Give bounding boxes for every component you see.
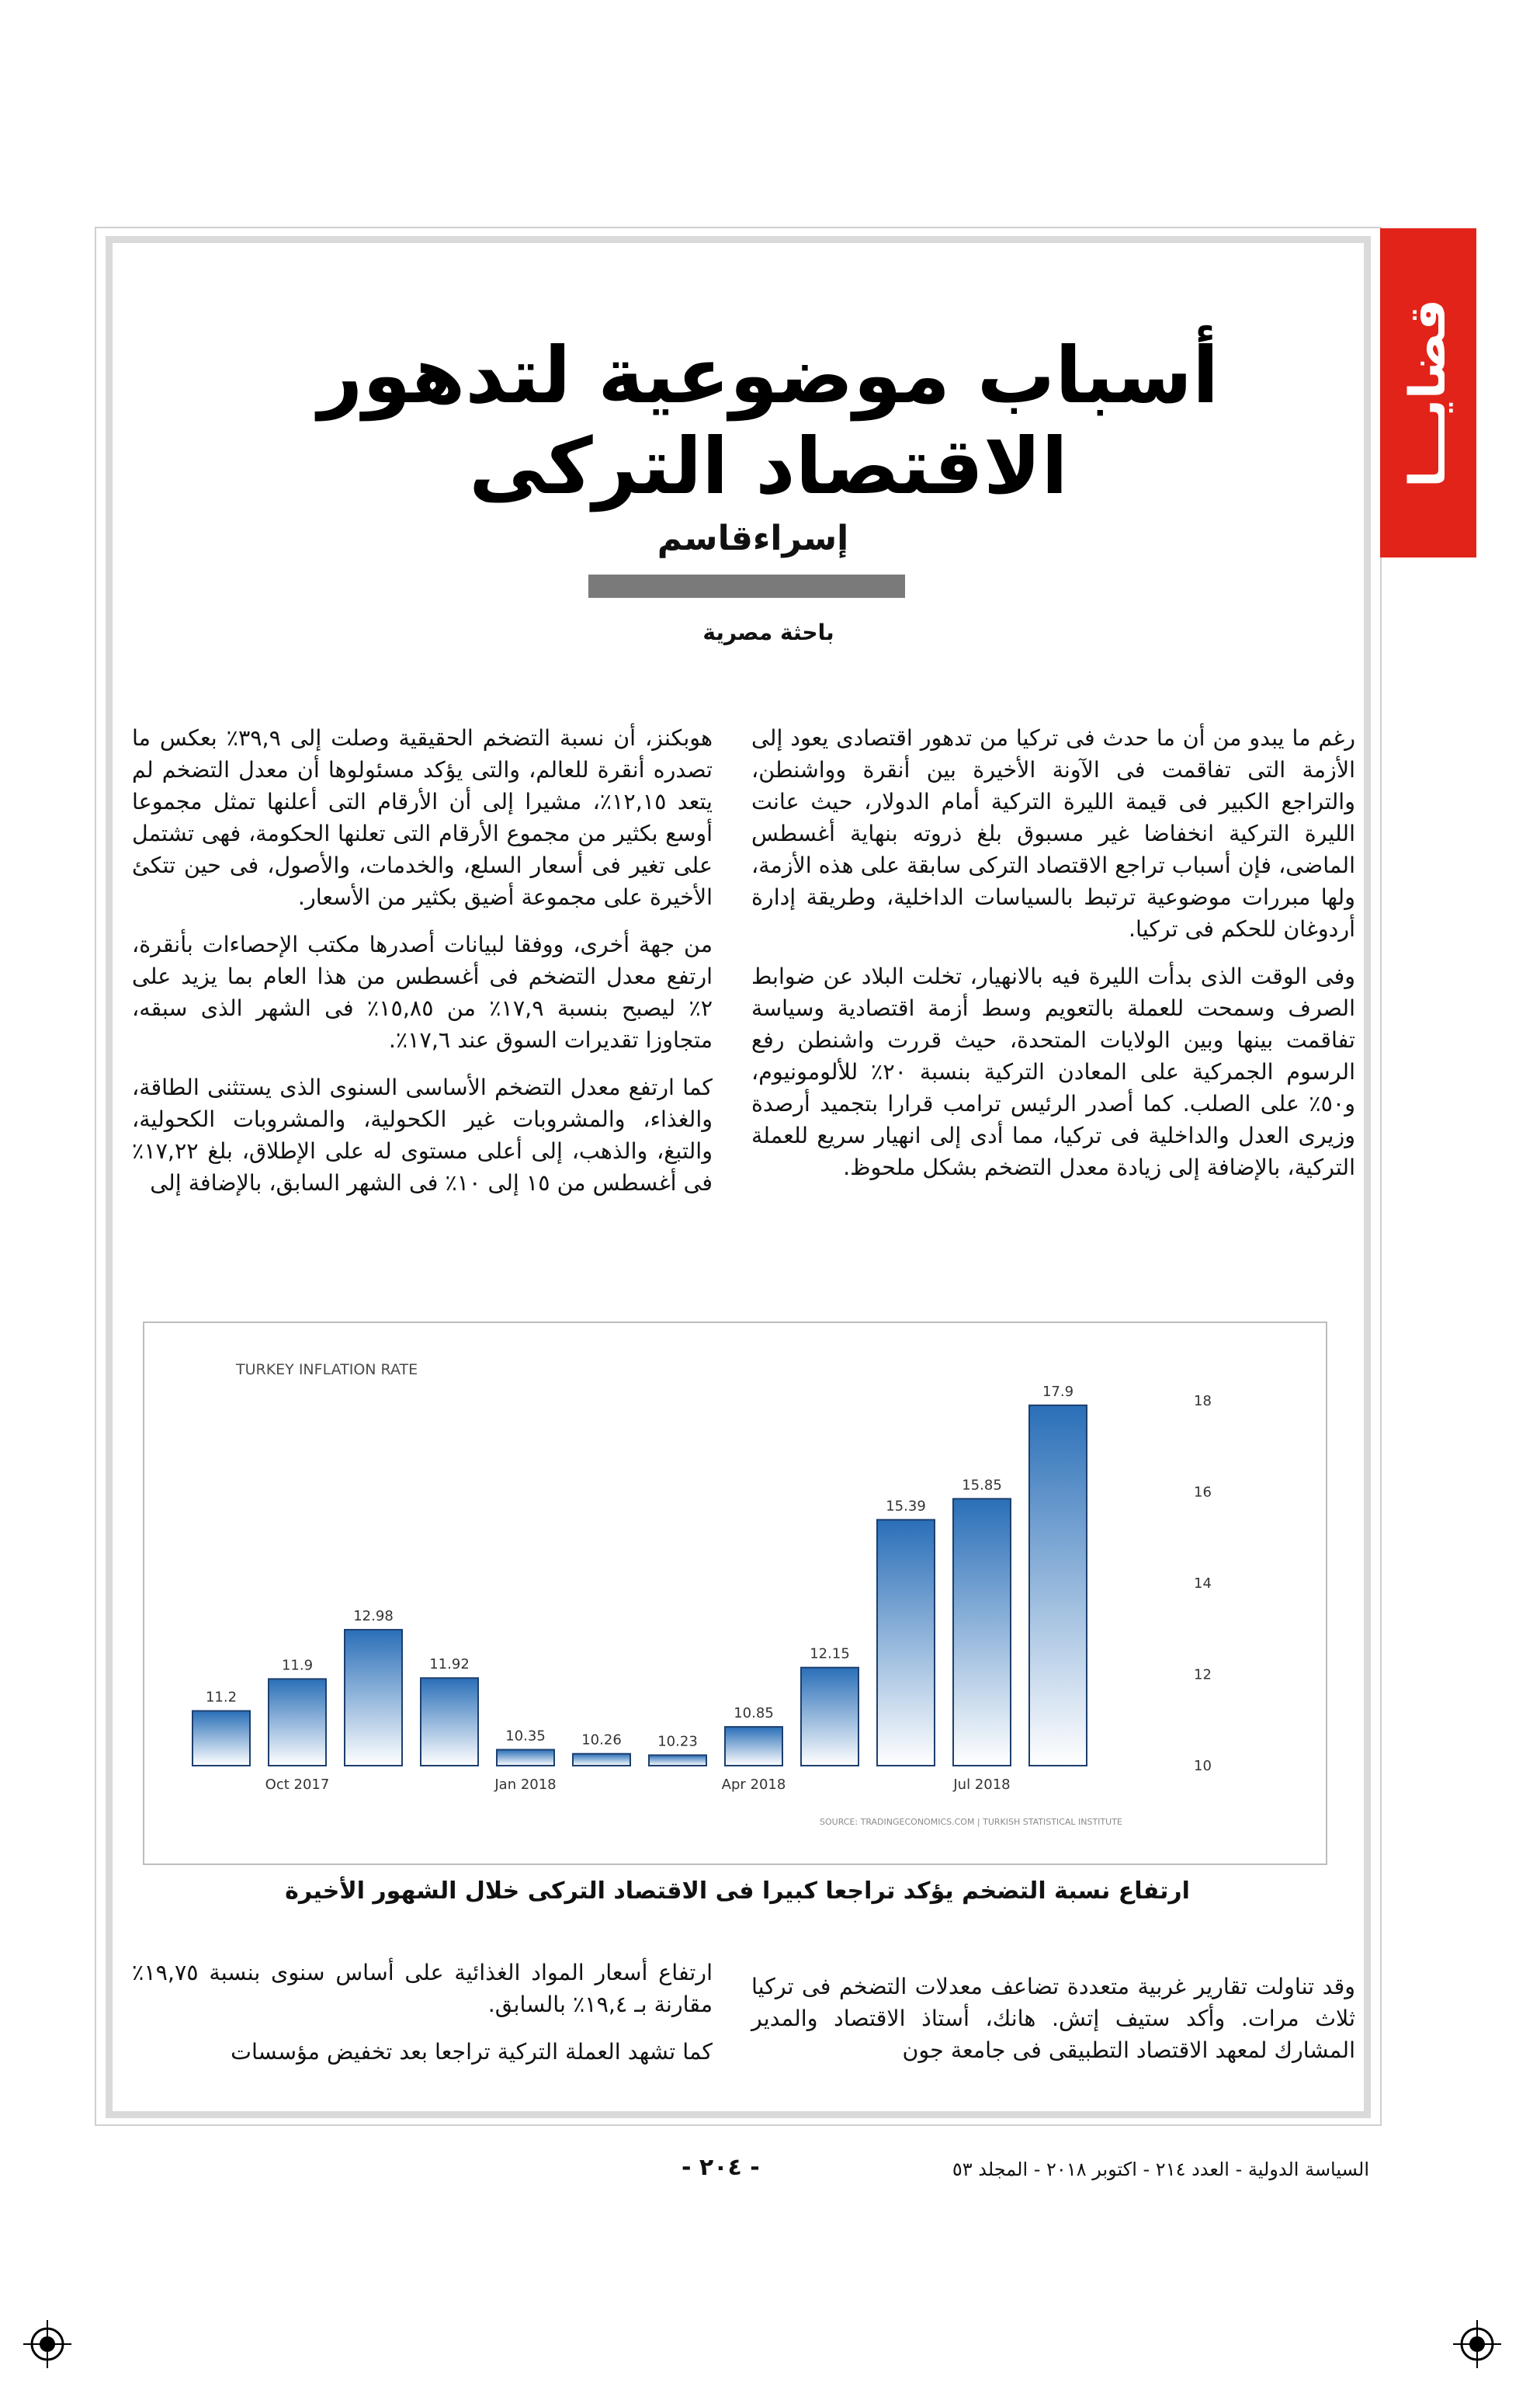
bar-jun-2018 (953, 1499, 1011, 1766)
column-left-bottom (132, 1957, 713, 2083)
bar-mar-2018 (725, 1727, 782, 1766)
inflation-chart (143, 1322, 1327, 1865)
article-author: إسراءقاسم (657, 519, 849, 558)
column-right-bottom (751, 1971, 1355, 2082)
registration-mark-icon (1453, 2320, 1501, 2368)
x-tick-label: Apr 2018 (721, 1777, 786, 1793)
chart-svg (144, 1323, 1326, 1863)
bar-data-label: 10.26 (581, 1731, 622, 1749)
bar-data-label: 15.39 (886, 1498, 926, 1515)
x-axis-ticks (265, 1777, 1011, 1793)
bars-layer (192, 1405, 1087, 1766)
paragraph: كما تشهد العملة التركية تراجعا بعد تخفيض مؤسسات (231, 2039, 713, 2065)
registration-mark-icon (23, 2320, 71, 2368)
bar-data-label: 11.9 (281, 1657, 314, 1674)
bar-data-label: 10.85 (734, 1705, 774, 1722)
y-tick-label: 10 (1194, 1758, 1212, 1774)
bar-data-label: 11.92 (429, 1656, 470, 1673)
paragraph: من جهة أخرى، ووفقا لبيانات أصدرها مكتب الإحصاءات بأنقرة، ارتفع معدل التضخم فى أغسطس من هذا العام بما يزيد على ٢٪ ليصبح بنسبة ١٧,٩٪ من ١٥,٨٥٪ فى الشهر الذى سبقه، متجاوزا تقديرات السوق عند ١٧,٦٪. (132, 932, 713, 1053)
author-divider (588, 575, 905, 598)
column-right-top (751, 722, 1355, 1199)
y-tick-label: 16 (1194, 1484, 1212, 1501)
y-tick-label: 12 (1194, 1666, 1212, 1683)
bar-may-2018 (877, 1520, 935, 1766)
page-number: - ٢٠٤ - (682, 2154, 760, 2181)
bar-data-label: 10.35 (505, 1728, 546, 1745)
x-tick-label: Oct 2017 (265, 1777, 330, 1793)
x-tick-label: Jan 2018 (494, 1777, 557, 1793)
x-tick-label: Jul 2018 (953, 1777, 1011, 1793)
footer-journal-info: السياسة الدولية - العدد ٢١٤ - اكتوبر ٢٠١٨ - المجلد ٥٣ (952, 2159, 1369, 2180)
author-role: باحثة مصرية (702, 620, 834, 645)
chart-title: TURKEY INFLATION RATE (236, 1361, 418, 1378)
column-left-top (132, 722, 713, 1214)
y-tick-label: 18 (1194, 1393, 1212, 1409)
paragraph: رغم ما يبدو من أن ما حدث فى تركيا من تدهور اقتصادى يعود إلى الأزمة التى تفاقمت فى الآونة الأخيرة بين أنقرة وواشنطن، والتراجع الكبير فى قيمة الليرة التركية أمام الدولار، حيث عانت الليرة التركية انخفاضا غير مسبوق بلغ ذروته بنهاية أغسطس الماضى، فإن أسباب تراجع الاقتصاد التركى سابقة على هذه الأزمة، ولها مبررات موضوعية ترتبط بالسياسات الداخلية، وطريقة إدارة أردوغان للحكم فى تركيا. (751, 725, 1355, 942)
paragraph: وفى الوقت الذى بدأت الليرة فيه بالانهيار، تخلت البلاد عن ضوابط الصرف وسمحت للعملة بالتعويم وسط أزمة اقتصادية وسياسة تفاقمت بينها وبين الولايات المتحدة، حيث قررت واشنطن رفع الرسوم الجمركية على المعادن التركية بنسبة ٢٠٪ للألومونيوم، و٥٠٪ على الصلب. كما أصدر الرئيس ترامب قرارا بتجميد أرصدة وزيرى العدل والداخلية فى تركيا، مما أدى إلى انهيار سريع للعملة التركية، بالإضافة إلى زيادة معدل التضخم بشكل ملحوظ. (751, 964, 1355, 1180)
bar-data-label: 15.85 (962, 1477, 1002, 1494)
bar-nov-2017 (421, 1678, 478, 1766)
paragraph: هوبكنز، أن نسبة التضخم الحقيقية وصلت إلى ٣٩,٩٪ بعكس ما تصدره أنقرة للعالم، والتى يؤكد مسئولوها أن معدل التضخم لم يتعد ١٢,١٥٪، مشيرا إلى أن الأرقام التى أعلنها تمثل مجموعا أوسع بكثير من مجموع الأرقام التى تعلنها الحكومة، فهى تشتمل على تغير فى أسعار السلع، والخدمات، والأصول، فى حين تتكئ الأخيرة على مجموعة أضيق بكثير من الأسعار. (132, 725, 713, 910)
bar-data-label: 12.98 (353, 1607, 394, 1624)
bar-feb-2018 (649, 1755, 706, 1766)
bar-oct-2017 (345, 1630, 402, 1766)
bar-aug-2017 (192, 1711, 250, 1766)
bar-jan-2018 (573, 1754, 630, 1766)
paragraph: كما ارتفع معدل التضخم الأساسى السنوى الذى يستثنى الطاقة، والغذاء، والمشروبات غير الكحولية، والمشروبات الكحولية، والتبغ، والذهب، إلى أعلى مستوى له على الإطلاق، بلغ ١٧,٢٢٪ فى أغسطس من ١٥ إلى ١٠٪ فى الشهر السابق، بالإضافة إلى (132, 1075, 713, 1196)
section-tab-label: قضايـــا (1400, 298, 1457, 488)
y-axis-ticks (1194, 1393, 1212, 1774)
bar-apr-2018 (801, 1668, 858, 1766)
bar-jul-2018 (1029, 1405, 1087, 1766)
bar-data-label: 10.23 (657, 1733, 698, 1750)
bar-data-label: 11.2 (205, 1689, 238, 1706)
section-tab (1380, 228, 1476, 557)
bar-dec-2017 (497, 1749, 554, 1766)
data-labels-layer (206, 1384, 1073, 1750)
article-title: أسباب موضوعية لتدهور الاقتصاد التركى (317, 330, 1219, 512)
paragraph: ارتفاع أسعار المواد الغذائية على أساس سنوى بنسبة ١٩,٧٥٪ مقارنة بـ ١٩,٤٪ بالسابق. (132, 1960, 713, 2017)
chart-caption: ارتفاع نسبة التضخم يؤكد تراجعا كبيرا فى الاقتصاد التركى خلال الشهور الأخيرة (285, 1877, 1190, 1905)
bar-data-label: 12.15 (810, 1645, 850, 1662)
paragraph: وقد تناولت تقارير غربية متعددة تضاعف معدلات التضخم فى تركيا ثلاث مرات. وأكد ستيف إتش. هانك، أستاذ الاقتصاد والمدير المشارك لمعهد الاقتصاد التطبيقى فى جامعة جون (751, 1974, 1355, 2063)
y-tick-label: 14 (1194, 1575, 1212, 1592)
bar-data-label: 17.9 (1042, 1383, 1074, 1400)
bar-sep-2017 (269, 1679, 326, 1766)
chart-source: SOURCE: TRADINGECONOMICS.COM | TURKISH STATISTICAL INSTITUTE (820, 1817, 1122, 1827)
